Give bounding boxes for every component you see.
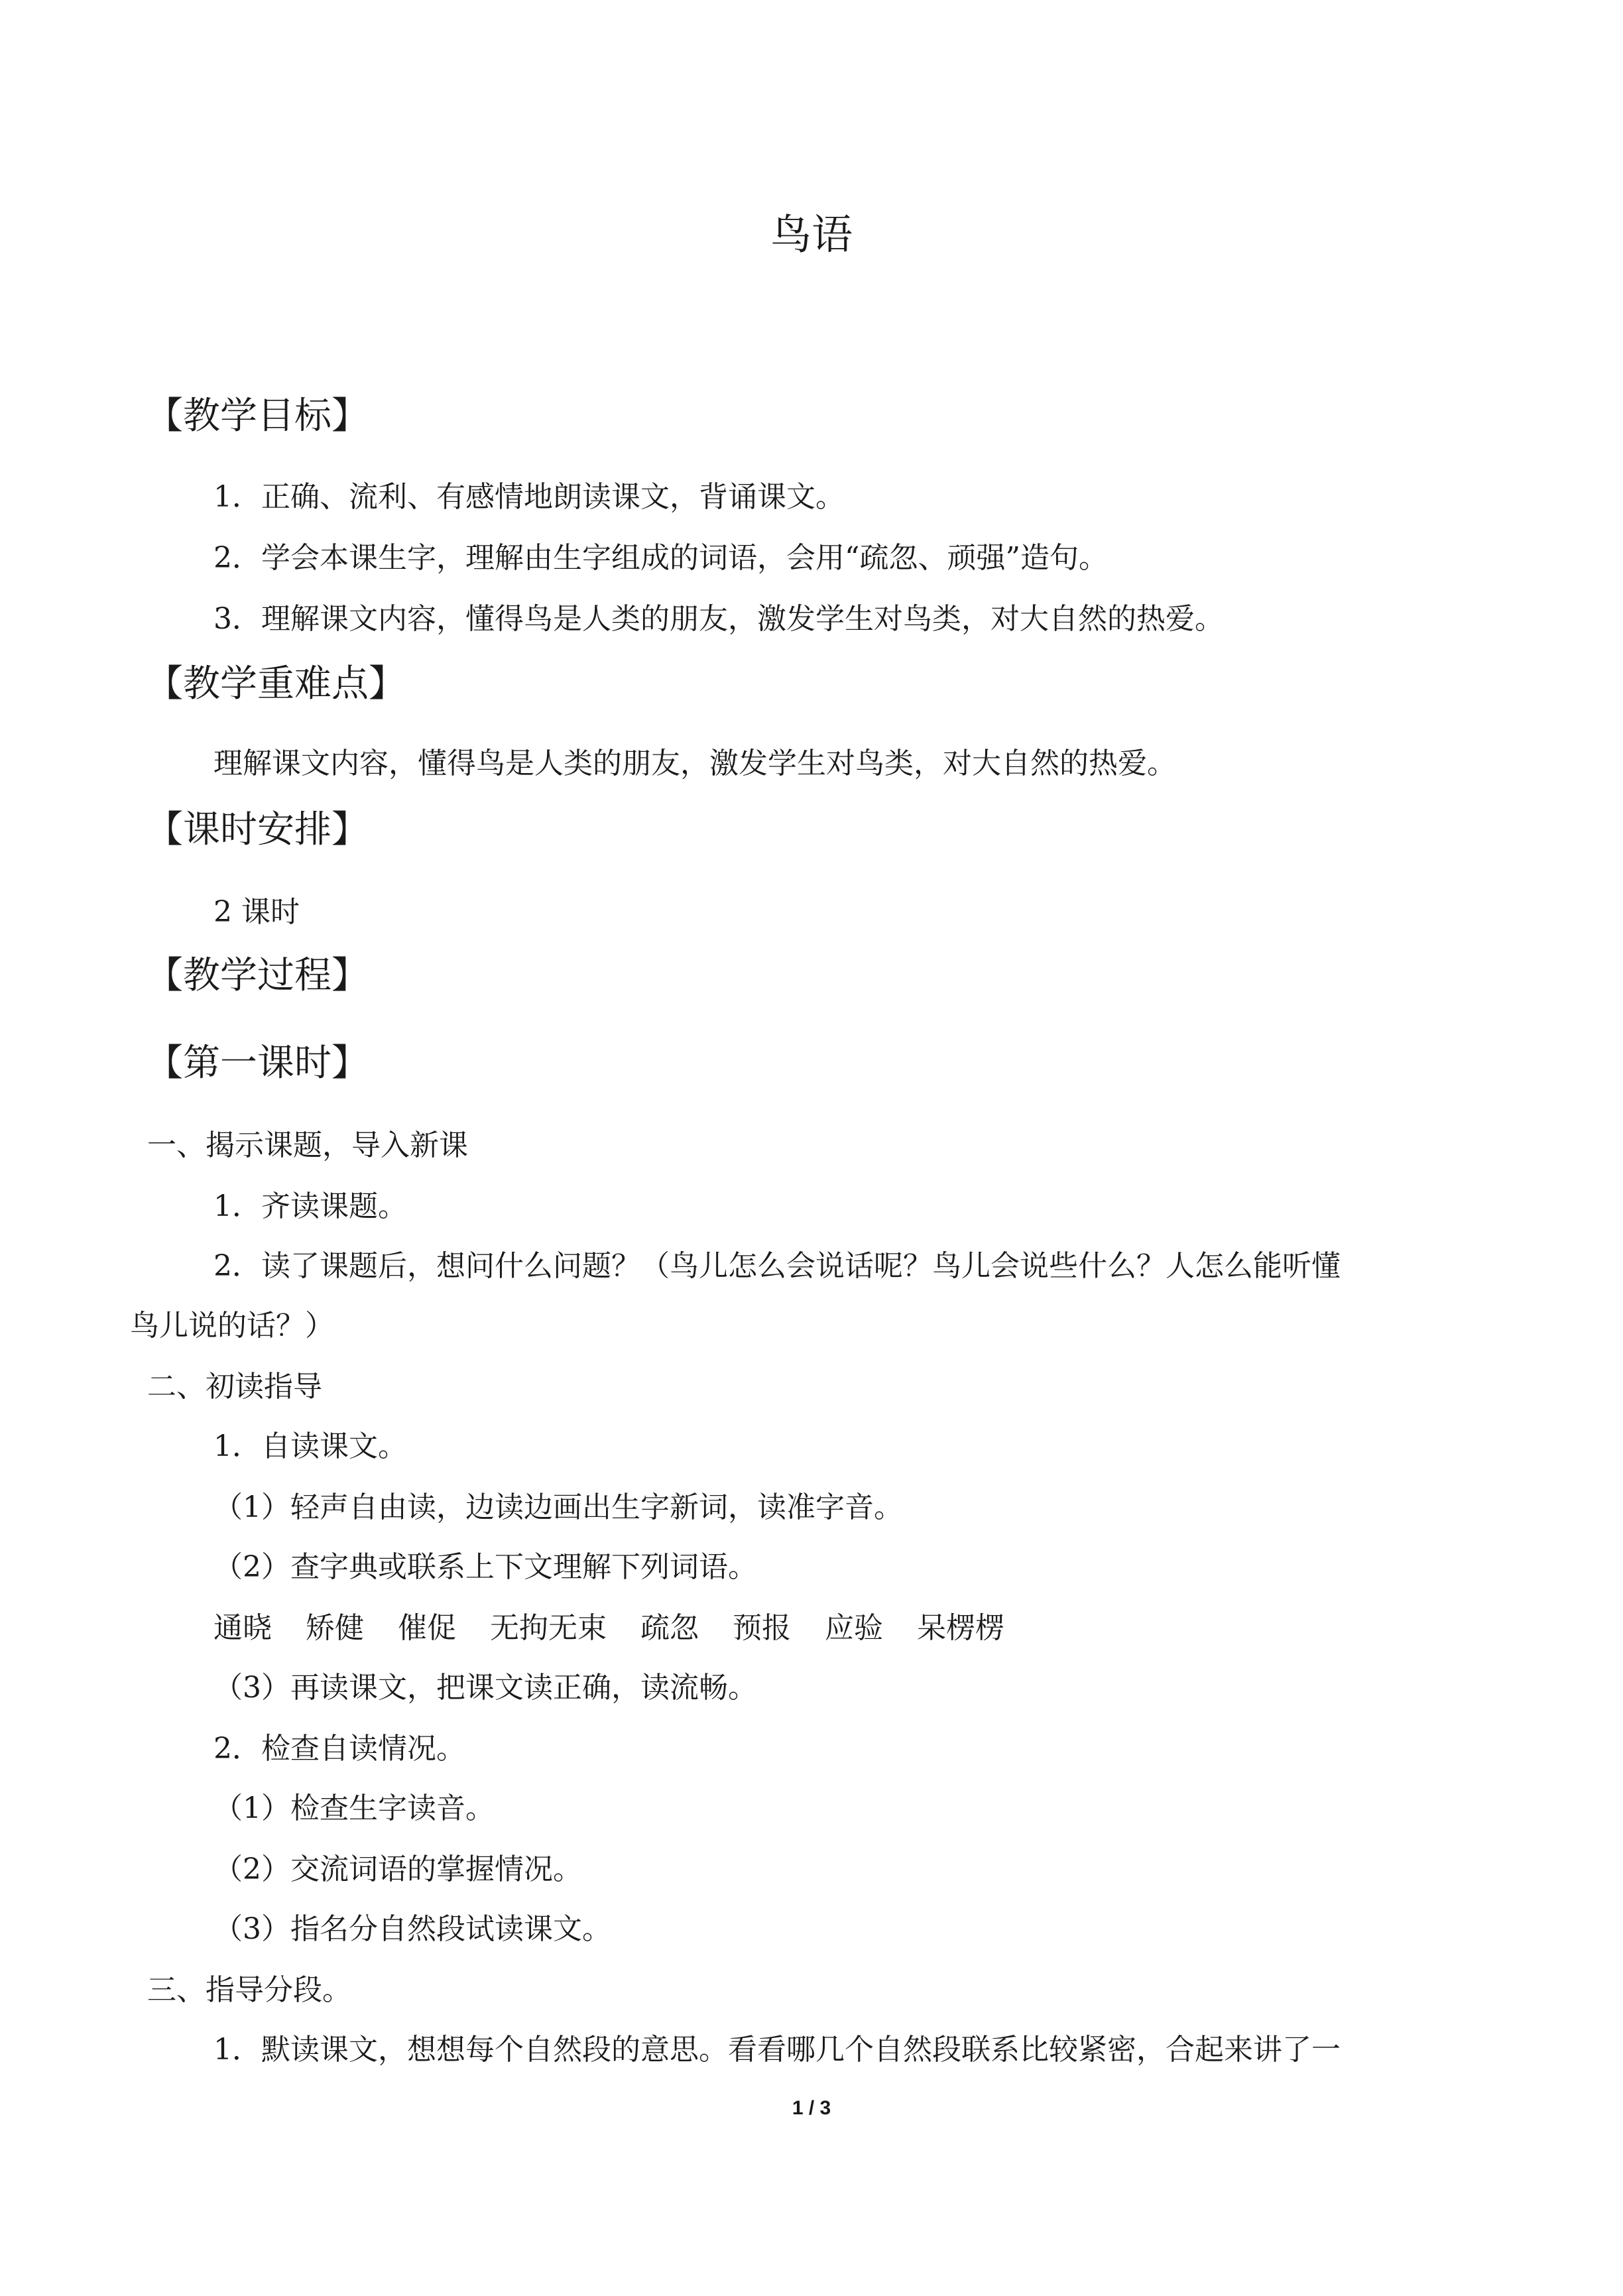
process-part-1-item-2-line-1: 2．读了课题后，想问什么问题？（鸟儿怎么会说话呢？鸟儿会说些什么？人怎么能听懂 <box>213 1249 1341 1283</box>
document-title: 鸟语 <box>770 210 853 259</box>
process-part-1-item-2-line-2: 鸟儿说的话？） <box>130 1309 334 1343</box>
process-part-2-item-2-sub-2: （2）交流词语的掌握情况。 <box>213 1852 582 1886</box>
process-part-2-item-1: 1．自读课文。 <box>213 1429 407 1463</box>
process-part-1-item-1: 1．齐读课题。 <box>213 1189 407 1223</box>
vocabulary-term: 疏忽 <box>640 1611 699 1645</box>
key-points-text: 理解课文内容，懂得鸟是人类的朋友，激发学生对鸟类，对大自然的热爱。 <box>213 747 1176 780</box>
vocabulary-term: 无拘无束 <box>490 1611 607 1645</box>
vocabulary-term: 预报 <box>733 1611 791 1645</box>
section-heading-key-points: 【教学重难点】 <box>146 662 406 705</box>
process-part-2-item-1-sub-3: （3）再读课文，把课文读正确，读流畅。 <box>213 1671 757 1705</box>
vocabulary-term: 催促 <box>398 1611 456 1645</box>
process-part-2-title: 二、初读指导 <box>147 1370 322 1404</box>
process-part-2-item-2-sub-3: （3）指名分自然段试读课文。 <box>213 1912 611 1946</box>
goal-item-2: 2．学会本课生字，理解由生字组成的词语，会用“疏忽、顽强”造句。 <box>213 541 1108 575</box>
process-part-2-item-2-sub-1: （1）检查生字读音。 <box>213 1791 495 1825</box>
goal-item-1: 1．正确、流利、有感情地朗读课文，背诵课文。 <box>213 480 845 514</box>
schedule-text: 2 课时 <box>213 895 300 929</box>
vocabulary-term: 通晓 <box>213 1611 272 1645</box>
section-heading-schedule: 【课时安排】 <box>146 808 369 851</box>
section-heading-first-lesson: 【第一课时】 <box>146 1042 369 1085</box>
section-heading-process: 【教学过程】 <box>146 954 369 997</box>
process-part-3-title: 三、指导分段。 <box>147 1973 351 2007</box>
page-number: 1 / 3 <box>792 2097 831 2119</box>
vocabulary-terms-list <box>213 1608 1038 1648</box>
process-part-2-item-1-sub-1: （1）轻声自由读，边读边画出生字新词，读准字音。 <box>213 1490 903 1524</box>
vocabulary-term: 矫健 <box>306 1611 364 1645</box>
vocabulary-term: 呆楞楞 <box>917 1611 1004 1645</box>
section-heading-goals: 【教学目标】 <box>146 394 369 438</box>
process-part-2-item-2: 2．检查自读情况。 <box>213 1732 465 1766</box>
goal-item-3: 3．理解课文内容，懂得鸟是人类的朋友，激发学生对鸟类，对大自然的热爱。 <box>213 602 1224 636</box>
process-part-3-item-1: 1．默读课文，想想每个自然段的意思。看看哪几个自然段联系比较紧密，合起来讲了一 <box>213 2033 1341 2067</box>
process-part-1-title: 一、揭示课题，导入新课 <box>147 1128 468 1162</box>
vocabulary-term: 应验 <box>825 1611 883 1645</box>
process-part-2-item-1-sub-2: （2）查字典或联系上下文理解下列词语。 <box>213 1550 757 1584</box>
